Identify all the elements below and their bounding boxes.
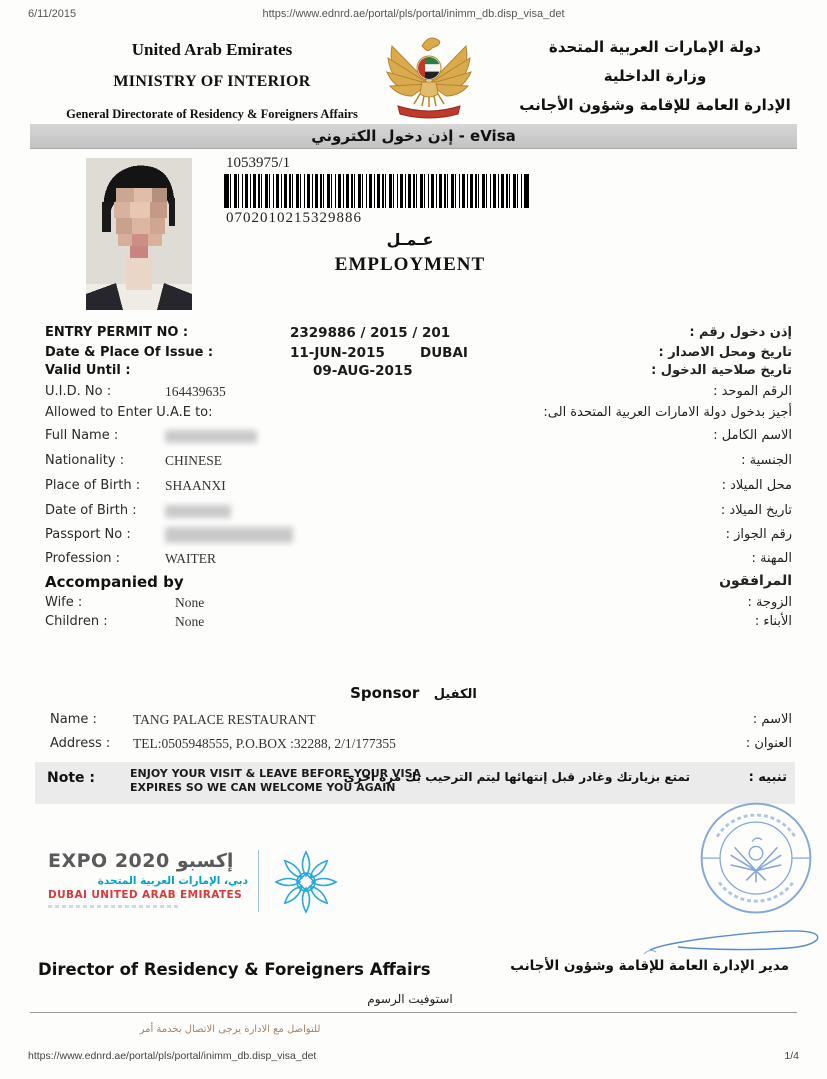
field-row-allowed xyxy=(45,405,792,423)
expo-rosette-icon xyxy=(270,846,342,918)
field-label-ar: محل الميلاد : xyxy=(721,478,792,493)
footer-url: https://www.ednrd.ae/portal/pls/portal/inimm_db.disp_visa_det xyxy=(28,1050,317,1062)
field-label-ar: تاريخ الميلاد : xyxy=(720,503,792,518)
sponsor-address-label: Address : xyxy=(50,736,111,751)
field-row-children xyxy=(45,614,792,632)
field-value-redacted xyxy=(165,503,231,518)
field-value: None xyxy=(175,614,205,629)
field-value: 2329886 / 2015 / 201 xyxy=(290,325,451,341)
field-label-en: Date of Birth : xyxy=(45,503,137,518)
note-section xyxy=(35,762,795,804)
barcode xyxy=(224,174,529,208)
evisa-title-banner: إذن دخول الكتروني - eVisa xyxy=(30,124,797,148)
signature xyxy=(638,916,827,964)
sponsor-heading xyxy=(0,684,827,703)
sponsor-heading-en: Sponsor xyxy=(350,684,420,702)
field-label-ar: الأبناء : xyxy=(754,614,792,629)
print-date: 6/11/2015 xyxy=(28,8,77,20)
expo-subtitle-en: DUBAI UNITED ARAB EMIRATES xyxy=(48,889,243,901)
sponsor-name-value: TANG PALACE RESTAURANT xyxy=(133,712,316,727)
field-label-en: Children : xyxy=(45,614,108,629)
field-label-ar: الزوجة : xyxy=(747,595,792,610)
field-row-nationality xyxy=(45,453,792,471)
field-label-en: Nationality : xyxy=(45,453,125,468)
field-value: 09-AUG-2015 xyxy=(313,363,413,379)
sponsor-address-value: TEL:0505948555, P.O.BOX :32288, 2/1/177355 xyxy=(133,736,396,751)
expo-fineprint xyxy=(48,905,178,908)
sponsor-address-label-ar: العنوان : xyxy=(745,736,792,751)
field-label-en: Wife : xyxy=(45,595,83,610)
field-label-ar: أجيز بدخول دولة الامارات العربية المتحدة الى: xyxy=(543,405,792,420)
field-value: WAITER xyxy=(165,551,216,566)
expo-2020-logo xyxy=(48,850,248,908)
field-row-issue xyxy=(45,345,792,363)
field-label-ar: إذن دخول رقم : xyxy=(689,325,792,340)
note-text-line1: ENJOY YOUR VISIT & LEAVE BEFORE YOUR VISA xyxy=(130,767,422,780)
visa-type-arabic: عـمـل xyxy=(386,230,434,249)
field-value: 164439635 xyxy=(165,384,226,399)
uae-falcon-emblem-icon xyxy=(384,32,474,122)
ministry-name-en: MINISTRY OF INTERIOR xyxy=(113,73,311,90)
field-label-en: Date & Place Of Issue : xyxy=(45,345,214,360)
contact-note-ar: للتواصل مع الادارة يرجى الاتصال بخدمة أمر xyxy=(139,1024,321,1035)
field-label-ar: الاسم الكامل : xyxy=(713,428,792,443)
field-row-profession xyxy=(45,551,792,569)
field-value: None xyxy=(175,595,205,610)
field-label-en: Place of Birth : xyxy=(45,478,141,493)
sponsor-address-row xyxy=(50,736,792,754)
country-name-ar: دولة الإمارات العربية المتحدة xyxy=(548,38,762,56)
field-value-place: DUBAI xyxy=(420,345,468,361)
field-label-ar: رقم الجواز : xyxy=(725,527,792,542)
country-name-en: United Arab Emirates xyxy=(131,40,293,59)
field-label-en: ENTRY PERMIT NO : xyxy=(45,325,189,340)
expo-title: EXPO 2020 إكسبو xyxy=(48,850,234,872)
visa-type-english: EMPLOYMENT xyxy=(334,254,486,275)
field-label-ar: الجنسية : xyxy=(741,453,792,468)
fees-collected-ar: استوفيت الرسوم xyxy=(367,992,453,1006)
applicant-photo xyxy=(86,158,192,310)
barcode-number: 0702010215329886 xyxy=(226,210,362,226)
field-row-passport xyxy=(45,527,792,545)
footer-divider xyxy=(30,1012,797,1013)
field-row-uid xyxy=(45,384,792,402)
note-text-line2: EXPIRES SO WE CAN WELCOME YOU AGAIN xyxy=(130,781,396,794)
field-label-en: U.I.D. No : xyxy=(45,384,112,399)
print-url: https://www.ednrd.ae/portal/pls/portal/inimm_db.disp_visa_det xyxy=(262,8,565,20)
ministry-name-ar: وزارة الداخلية xyxy=(603,67,707,85)
visa-fields xyxy=(45,318,792,629)
field-label-en: Valid Until : xyxy=(45,363,131,378)
expo-subtitle-ar: دبي، الإمارات العربية المتحدة xyxy=(97,875,248,887)
field-value-redacted xyxy=(165,428,257,443)
official-stamp-icon xyxy=(688,793,824,929)
field-label-en: Full Name : xyxy=(45,428,119,443)
director-title-ar: مدير الإدارة العامة للإقامة وشؤون الأجانب xyxy=(510,958,789,974)
visa-type xyxy=(230,230,590,276)
field-value: 11-JUN-2015 xyxy=(290,345,385,361)
footer-page-number: 1/4 xyxy=(784,1050,799,1062)
field-label-en: Allowed to Enter U.A.E to: xyxy=(45,405,213,420)
field-label-ar: تاريخ صلاحية الدخول : xyxy=(651,363,792,378)
accompanied-heading-en: Accompanied by xyxy=(45,573,184,591)
letterhead-arabic xyxy=(505,38,805,125)
sponsor-heading-ar: الكفيل xyxy=(433,687,477,702)
field-label-ar: المهنة : xyxy=(751,551,792,566)
accompanied-heading-row xyxy=(45,573,792,591)
accompanied-heading-ar: المرافقون xyxy=(719,573,792,589)
sponsor-name-label-ar: الاسم : xyxy=(752,712,792,727)
field-label-en: Passport No : xyxy=(45,527,131,542)
field-row-date-of-birth xyxy=(45,503,792,521)
directorate-name-ar: الإدارة العامة للإقامة وشؤون الأجانب xyxy=(519,96,791,114)
note-label-ar: تنبيه : xyxy=(748,770,787,785)
field-row-place-of-birth xyxy=(45,478,792,496)
permit-file-number: 1053975/1 xyxy=(226,155,291,171)
directorate-name-en: General Directorate of Residency & Foreigners Affairs xyxy=(66,107,358,121)
field-label-ar: تاريخ ومحل الاصدار : xyxy=(658,345,792,360)
field-label-ar: الرقم الموحد : xyxy=(713,384,792,399)
field-row-wife xyxy=(45,595,792,613)
field-row-full-name xyxy=(45,428,792,446)
field-row-valid-until xyxy=(45,363,792,381)
field-row-entry-permit xyxy=(45,325,792,343)
field-value: SHAANXI xyxy=(165,478,226,493)
expo-divider xyxy=(258,850,259,912)
letterhead-english xyxy=(62,40,362,122)
note-text-ar: تمتع بزيارتك وغادر قبل إنتهائها ليتم الترحيب بك مرة أخرى xyxy=(343,770,690,784)
sponsor-name-row xyxy=(50,712,792,730)
field-label-en: Profession : xyxy=(45,551,121,566)
field-value: CHINESE xyxy=(165,453,222,468)
field-value-redacted xyxy=(165,527,293,543)
sponsor-name-label: Name : xyxy=(50,712,97,727)
note-label-en: Note : xyxy=(47,770,95,786)
director-title-en: Director of Residency & Foreigners Affairs xyxy=(38,960,431,979)
